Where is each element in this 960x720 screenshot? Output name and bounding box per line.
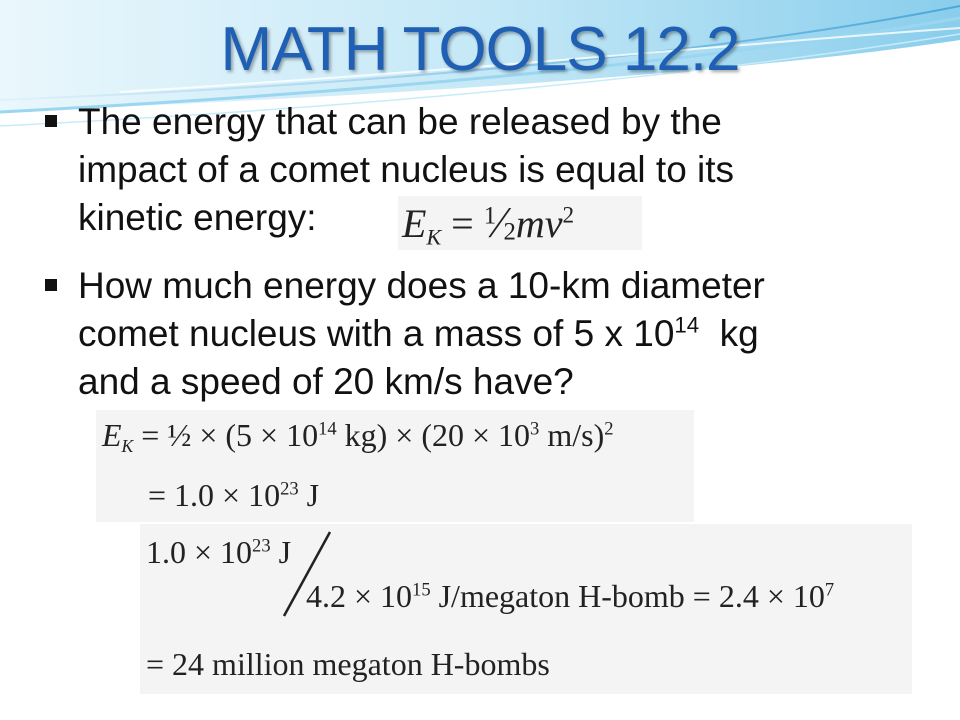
formula-equals: = xyxy=(441,201,484,246)
formula-e: E xyxy=(402,201,427,246)
step1-exp3: 2 xyxy=(604,418,614,440)
step3-num-pre: 1.0 × 10 xyxy=(146,534,253,570)
step2-exp: 23 xyxy=(280,478,299,500)
equation-step1 xyxy=(96,410,694,522)
bullet-comet-question xyxy=(78,262,908,406)
step3-numerator xyxy=(146,530,291,574)
bullet2-exponent: 14 xyxy=(674,312,700,338)
step1-pre: = ½ × (5 × 10 xyxy=(133,417,319,453)
step4-line: = 24 million megaton H-bombs xyxy=(146,646,550,682)
equation-step3-division xyxy=(140,524,912,694)
bullet2-line2-post: kg xyxy=(699,313,759,354)
square-bullet-icon xyxy=(45,279,57,291)
square-bullet-icon xyxy=(45,115,57,127)
step1-exp1: 14 xyxy=(318,418,337,440)
formula-v-exp: 2 xyxy=(562,202,575,229)
step3-den-post: J/megaton H-bomb = 2.4 × 10 xyxy=(430,578,825,614)
bullet1-line2: impact of a comet nucleus is equal to its xyxy=(78,149,735,190)
slide-title: MATH TOOLS 12.2 xyxy=(220,15,740,84)
bullet1-line3: kinetic energy: xyxy=(78,197,317,238)
step3-den-exp2: 7 xyxy=(824,579,835,601)
step1-e: E xyxy=(102,417,122,453)
step3-num-post: J xyxy=(270,534,292,570)
step3-den-exp: 15 xyxy=(412,579,431,601)
step3-denominator xyxy=(306,574,834,618)
kinetic-energy-formula xyxy=(398,196,642,250)
bullet2-line3: and a speed of 20 km/s have? xyxy=(78,361,574,402)
formula-slash: ⁄ xyxy=(496,198,504,247)
step2-line xyxy=(102,470,694,520)
step3-num-exp: 23 xyxy=(252,535,271,557)
formula-half-num: 1 xyxy=(483,202,497,230)
bullet2-line2 xyxy=(78,310,908,358)
step1-mid: kg) × (20 × 10 xyxy=(336,417,531,453)
formula-half-den: 2 xyxy=(503,218,516,246)
step1-line xyxy=(102,410,694,460)
bullet1-line1: The energy that can be released by the xyxy=(78,101,722,142)
step1-post: m/s) xyxy=(539,417,605,453)
formula-v: v xyxy=(544,201,563,246)
step3-den-pre: 4.2 × 10 xyxy=(306,578,413,614)
step2-pre: = 1.0 × 10 xyxy=(148,477,281,513)
bullet2-line1: How much energy does a 10-km diameter xyxy=(78,265,765,306)
formula-m: m xyxy=(515,201,545,246)
step1-exp2: 3 xyxy=(530,418,540,440)
step2-post: J xyxy=(298,477,320,513)
formula-sub-k: K xyxy=(426,224,442,250)
step1-sub-k: K xyxy=(121,436,134,457)
bullet2-line2-pre: comet nucleus with a mass of 5 x 10 xyxy=(78,313,675,354)
